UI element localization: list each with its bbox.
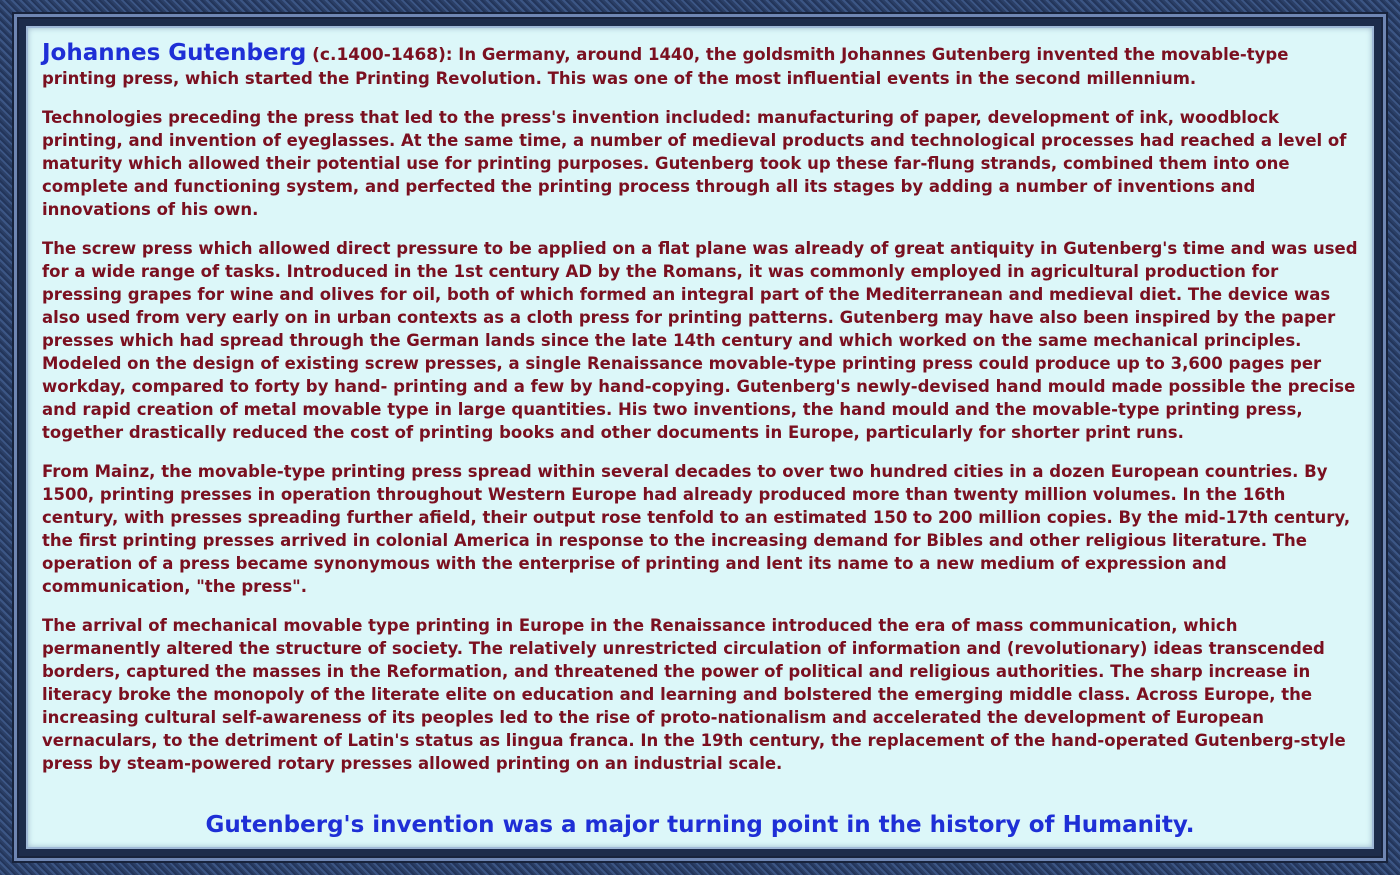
- intro-paragraph: [42, 42, 1360, 90]
- person-name: Johannes Gutenberg: [42, 40, 307, 66]
- paragraph-spread: From Mainz, the movable-type printing press spread within several decades to over two hundred cities in a dozen European countries. By 1500, printing presses in operation throughout Western Europe had already produced more than twenty million volumes. In the 16th century, with presses spreading further afield, their output rose tenfold to an estimated 150 to 200 million copies. By the mid-17th century, the first printing presses arrived in colonial America in response to the increasing demand for Bibles and other religious literature. The operation of a press became synonymous with the enterprise of printing and lent its name to a new medium of expression and communication, "the press".: [42, 462, 1351, 596]
- conclusion-line: Gutenberg's invention was a major turning point in the history of Humanity.: [205, 812, 1195, 838]
- life-dates: (c.1400-1468): [312, 45, 446, 65]
- text-panel: [26, 26, 1374, 849]
- paragraph-impact: The arrival of mechanical movable type printing in Europe in the Renaissance introduced the era of mass communication, which permanently altered the structure of society. The relatively unrestricted circulation of information and (revolutionary) ideas transcended borders, captured the masses in the Reformation, and threatened the power of political and religious authorities. The sharp increase in literacy broke the monopoly of the literate elite on education and learning and bolstered the emerging middle class. Across Europe, the increasing cultural self-awareness of its peoples led to the rise of proto-nationalism and accelerated the development of European vernaculars, to the detriment of Latin's status as lingua franca. In the 19th century, the replacement of the hand-operated Gutenberg-style press by steam-powered rotary presses allowed printing on an industrial scale.: [42, 616, 1346, 773]
- intro-text: : In Germany, around 1440, the goldsmith Johannes Gutenberg invented the movable-type printing press, which started the Printing Revolution. This was one of the most influential events in the second millennium.: [42, 45, 1289, 88]
- paragraph-technologies: Technologies preceding the press that led to the press's invention included: manufacturing of paper, development of ink, woodblock printing, and invention of eyeglasses. At the same time, a number of medieval products and technological processes had reached a level of maturity which allowed their potential use for printing purposes. Gutenberg took up these far-flung strands, combined them into one complete and functioning system, and perfected the printing process through all its stages by adding a number of inventions and innovations of his own.: [42, 108, 1347, 219]
- paragraph-screw-press: The screw press which allowed direct pressure to be applied on a flat plane was already of great antiquity in Gutenberg's time and was used for a wide range of tasks. Introduced in the 1st century AD by the Romans, it was commonly employed in agricultural production for pressing grapes for wine and olives for oil, both of which formed an integral part of the Mediterranean and medieval diet. The device was also used from very early on in urban contexts as a cloth press for printing patterns. Gutenberg may have also been inspired by the paper presses which had spread through the German lands since the late 14th century and which worked on the same mechanical principles. Modeled on the design of existing screw presses, a single Renaissance movable-type printing press could produce up to 3,600 pages per workday, compared to forty by hand- printing and a few by hand-copying. Gutenberg's newly-devised hand mould made possible the precise and rapid creation of metal movable type in large quantities. His two inventions, the hand mould and the movable-type printing press, together drastically reduced the cost of printing books and other documents in Europe, particularly for shorter print runs.: [42, 239, 1358, 442]
